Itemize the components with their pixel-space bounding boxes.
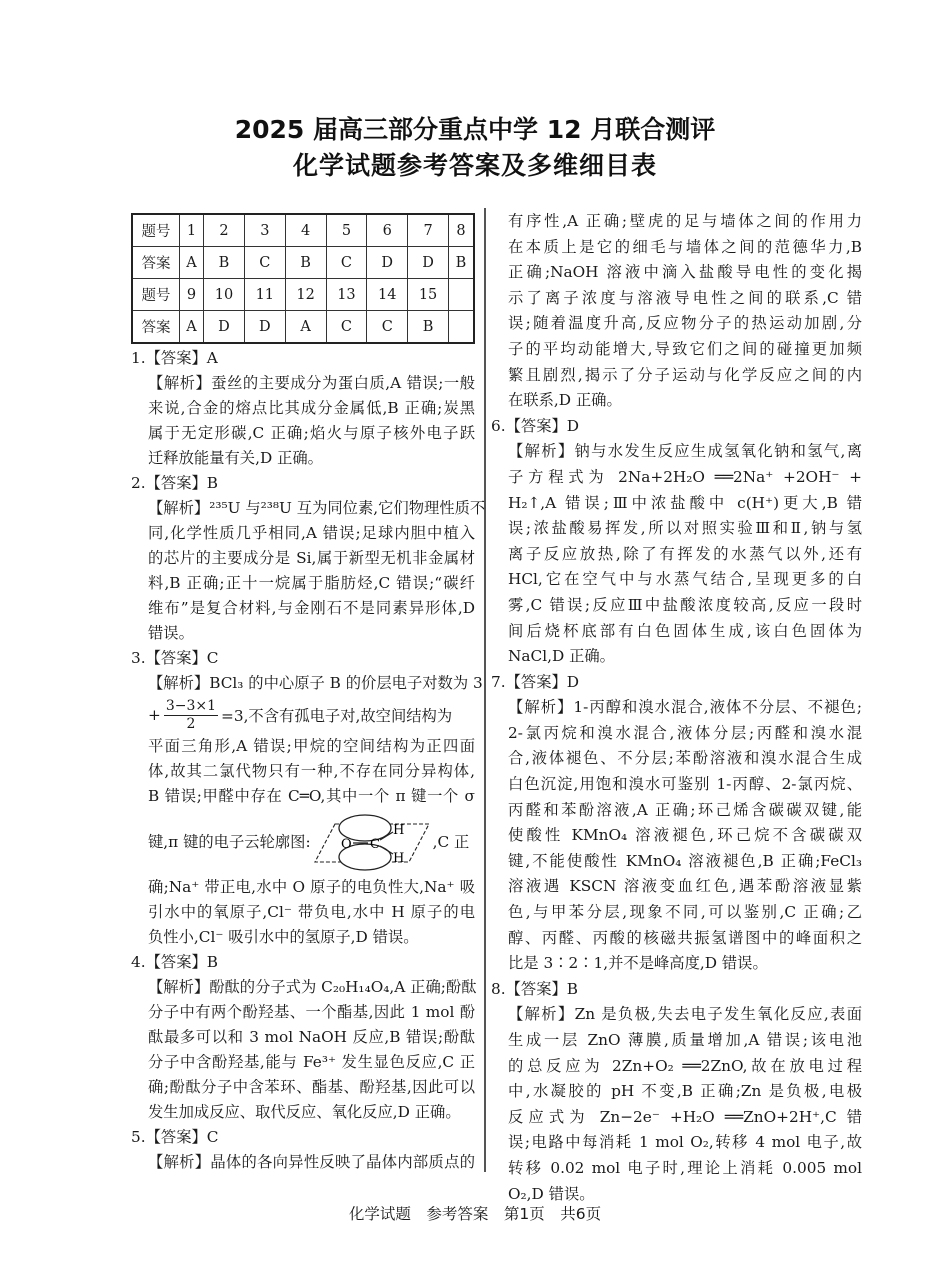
analysis-line: 比是 3∶2∶1,并不是峰高度,D 错误。: [508, 954, 768, 973]
atom-label-h: H: [392, 851, 404, 866]
analysis-line: 【解析】BCl₃ 的中心原子 B 的价层电子对数为 3: [148, 674, 483, 692]
analysis-line: 属于无定形碳,C 正确;焰火与原子核外电子跃: [148, 424, 475, 442]
analysis-line: 分子中有两个酚羟基、一个酯基,因此 1 mol 酚: [148, 1003, 475, 1021]
analysis-line: 转移 0.02 mol 电子时,理论上消耗 0.005 mol: [508, 1158, 862, 1177]
analysis-line: 间后烧杯底部有白色固体生成,该白色固体为: [508, 621, 862, 640]
fraction-denominator: 2: [186, 715, 196, 732]
table-cell: B: [408, 311, 449, 344]
analysis-line: 迁释放能量有关,D 正确。: [148, 449, 323, 467]
answer-header: 7.【答案】D: [491, 672, 580, 691]
table-cell: D: [408, 247, 449, 279]
fraction-numerator: 3−3×1: [165, 697, 217, 714]
answer-header: 5.【答案】C: [131, 1128, 219, 1146]
table-cell: A: [180, 311, 204, 344]
analysis-line: 在联系,D 正确。: [508, 391, 622, 410]
analysis-line: 【解析】Zn 是负极,失去电子发生氧化反应,表面: [508, 1005, 862, 1024]
table-cell: 2: [204, 214, 245, 247]
row-header-cell: 题号: [132, 279, 180, 311]
table-cell: B: [448, 247, 474, 279]
table-cell: D: [204, 311, 245, 344]
analysis-line-with-diagram: [131, 809, 475, 875]
atom-label-h: H: [392, 823, 404, 838]
analysis-line: 使酸性 KMnO₄ 溶液褪色,环己烷不含碳碳双: [508, 826, 862, 845]
analysis-line: 离子反应放热,除了有挥发的水蒸气以外,还有: [508, 544, 862, 563]
table-row: [132, 279, 474, 311]
document-subtitle: 化学试题参考答案及多维细目表: [292, 151, 657, 180]
table-cell: 15: [408, 279, 449, 311]
table-cell: A: [285, 311, 326, 344]
table-cell: A: [180, 247, 204, 279]
analysis-line: 子的平均动能增大,导致它们之间的碰撞更加频: [508, 339, 862, 358]
table-row: [132, 214, 474, 247]
analysis-line: 确;酚酞分子中含苯环、酯基、酚羟基,因此可以: [148, 1078, 475, 1096]
analysis-line: 酞最多可以和 3 mol NaOH 反应,B 错误;酚酞: [148, 1028, 475, 1046]
analysis-line: 负性小,Cl⁻ 吸引水中的氢原子,D 错误。: [148, 928, 419, 946]
analysis-line: 【解析】蚕丝的主要成分为蛋白质,A 错误;一般: [148, 374, 475, 392]
analysis-line-with-fraction: [131, 696, 475, 734]
analysis-line: NaCl,D 正确。: [508, 647, 615, 666]
analysis-line: B 错误;甲醛中存在 C═O,其中一个 π 键一个 σ: [148, 787, 475, 805]
analysis-line: 2-氯丙烷和溴水混合,液体分层;丙醛和溴水混: [508, 723, 862, 742]
analysis-line: 繁且剧烈,揭示了分子运动与化学反应之间的内: [508, 365, 862, 384]
table-cell: D: [244, 311, 285, 344]
analysis-line: 【解析】1-丙醇和溴水混合,液体不分层、不褪色;: [508, 698, 862, 717]
analysis-line: 键,不能使酸性 KMnO₄ 溶液褪色,B 正确;FeCl₃: [508, 851, 862, 870]
analysis-line: 错误。: [148, 624, 194, 642]
table-cell: C: [326, 247, 367, 279]
analysis-line: HCl,它在空气中与水蒸气结合,呈现更多的白: [508, 570, 862, 589]
table-cell: 5: [326, 214, 367, 247]
analysis-line: O₂,D 错误。: [508, 1184, 595, 1203]
analysis-text: =3,不含有孤电子对,故空间结构为: [221, 707, 453, 725]
answer-header: 2.【答案】B: [131, 474, 219, 492]
analysis-line: 平面三角形,A 错误;甲烷的空间结构为正四面: [148, 737, 475, 755]
atom-label-o: O: [340, 837, 352, 852]
analysis-line: 反应式为 Zn−2e⁻ +H₂O ══ZnO+2H⁺,C 错: [508, 1107, 862, 1126]
analysis-line: 色,与甲苯分层,现象不同,可以鉴别,C 正确;乙: [508, 903, 862, 922]
table-cell: B: [285, 247, 326, 279]
analysis-line: 误;浓盐酸易挥发,所以对照实验Ⅲ和Ⅱ,钠与氢: [508, 519, 862, 538]
table-cell: 9: [180, 279, 204, 311]
analysis-line: 的芯片的主要成分是 Si,属于新型无机非金属材: [148, 549, 475, 567]
analysis-line: 【解析】钠与水发生反应生成氢氧化钠和氢气,离: [508, 442, 862, 461]
analysis-line: 示了离子浓度与溶液导电性之间的联系,C 错: [508, 288, 862, 307]
table-cell: B: [204, 247, 245, 279]
table-cell: [448, 279, 474, 311]
analysis-line: 确;Na⁺ 带正电,水中 O 原子的电负性大,Na⁺ 吸: [148, 878, 475, 896]
row-header-cell: 答案: [132, 311, 180, 344]
answer-header: 6.【答案】D: [491, 416, 580, 435]
analysis-line: 发生加成反应、取代反应、氧化反应,D 正确。: [148, 1103, 461, 1121]
analysis-line: 误;随着温度升高,反应物分子的热运动加剧,分: [508, 314, 862, 333]
table-cell: 6: [367, 214, 408, 247]
analysis-line: 分子中含酚羟基,能与 Fe³⁺ 发生显色反应,C 正: [148, 1053, 475, 1071]
table-cell: 1: [180, 214, 204, 247]
analysis-line: 【解析】晶体的各向异性反映了晶体内部质点的: [148, 1153, 475, 1171]
analysis-line: 子方程式为 2Na+2H₂O ══2Na⁺ +2OH⁻ +: [508, 467, 862, 486]
table-cell: 8: [448, 214, 474, 247]
analysis-line: 雾,C 错误;反应Ⅲ中盐酸浓度较高,反应一段时: [508, 595, 862, 614]
analysis-text: 键,π 键的电子云轮廓图:: [148, 833, 311, 851]
analysis-line: 的总反应为 2Zn+O₂ ══2ZnO,故在放电过程: [508, 1056, 862, 1075]
column-divider: [484, 208, 486, 1172]
document-title: 2025 届高三部分重点中学 12 月联合测评: [234, 115, 716, 144]
table-cell: 7: [408, 214, 449, 247]
table-row: [132, 247, 474, 279]
left-column: [131, 346, 486, 1175]
answer-table: [131, 213, 475, 344]
page-footer: 化学试题 参考答案 第1页 共6页: [348, 1205, 602, 1223]
table-cell: [448, 311, 474, 344]
analysis-line: 料,B 正确;正十一烷属于脂肪烃,C 错误;“碳纤: [148, 574, 475, 592]
analysis-line: 白色沉淀,用饱和溴水可鉴别 1-丙醇、2-氯丙烷、: [508, 775, 862, 794]
analysis-line: 丙醛和苯酚溶液,A 正确;环己烯含碳碳双键,能: [508, 800, 862, 819]
analysis-line: 体,故其二氯代物只有一种,不存在同分异构体,: [148, 762, 475, 780]
analysis-line: 来说,合金的熔点比其成分金属低,B 正确;炭黑: [148, 399, 475, 417]
analysis-line: 【解析】酚酞的分子式为 C₂₀H₁₄O₄,A 正确;酚酞: [148, 978, 477, 996]
table-cell: 13: [326, 279, 367, 311]
table-cell: C: [326, 311, 367, 344]
table-cell: 12: [285, 279, 326, 311]
analysis-line: 【解析】²³⁵U 与²³⁸U 互为同位素,它们物理性质不: [148, 499, 486, 517]
analysis-line: 生成一层 ZnO 薄膜,质量增加,A 错误;该电池: [508, 1031, 862, 1049]
pi-bond-electron-cloud-diagram: [313, 812, 431, 872]
fraction: [164, 698, 218, 733]
table-cell: 3: [244, 214, 285, 247]
analysis-line: 正确;NaOH 溶液中滴入盐酸导电性的变化揭: [508, 263, 862, 282]
table-cell: C: [367, 311, 408, 344]
analysis-line: 合,液体褪色、不分层;苯酚溶液和溴水混合生成: [508, 749, 862, 768]
analysis-line: 引水中的氧原子,Cl⁻ 带负电,水中 H 原子的电: [148, 903, 475, 921]
analysis-line: H₂↑,A 错误;Ⅲ中浓盐酸中 c(H⁺)更大,B 错: [508, 493, 862, 512]
table-cell: 11: [244, 279, 285, 311]
answer-header: 1.【答案】A: [131, 349, 218, 367]
analysis-line: 有序性,A 正确;壁虎的足与墙体之间的作用力: [508, 212, 862, 230]
analysis-line: 同,化学性质几乎相同,A 错误;足球内胆中植入: [148, 524, 475, 542]
analysis-text: ,C 正: [432, 833, 470, 851]
table-cell: C: [244, 247, 285, 279]
analysis-line: 溶液遇 KSCN 溶液变血红色,遇苯酚溶液显紫: [508, 877, 862, 896]
analysis-line: 误;电路中每消耗 1 mol O₂,转移 4 mol 电子,故: [508, 1133, 862, 1152]
table-cell: D: [367, 247, 408, 279]
row-header-cell: 答案: [132, 247, 180, 279]
plus-sign: +: [148, 706, 161, 724]
atom-label-c: C: [369, 837, 380, 852]
analysis-line: 在本质上是它的细毛与墙体之间的范德华力,B: [508, 237, 862, 256]
answer-header: 8.【答案】B: [491, 979, 579, 998]
table-cell: 4: [285, 214, 326, 247]
table-row: [132, 311, 474, 344]
right-column: [491, 209, 862, 1207]
answer-header: 4.【答案】B: [131, 953, 219, 971]
answer-header: 3.【答案】C: [131, 649, 219, 667]
table-cell: 14: [367, 279, 408, 311]
table-cell: 10: [204, 279, 245, 311]
analysis-line: 中,水凝胶的 pH 不变,B 正确;Zn 是负极,电极: [508, 1082, 862, 1101]
row-header-cell: 题号: [132, 214, 180, 247]
analysis-line: 维布”是复合材料,与金刚石不是同素异形体,D: [148, 599, 475, 617]
analysis-line: 醇、丙醛、丙酸的核磁共振氢谱图中的峰面积之: [508, 928, 862, 947]
